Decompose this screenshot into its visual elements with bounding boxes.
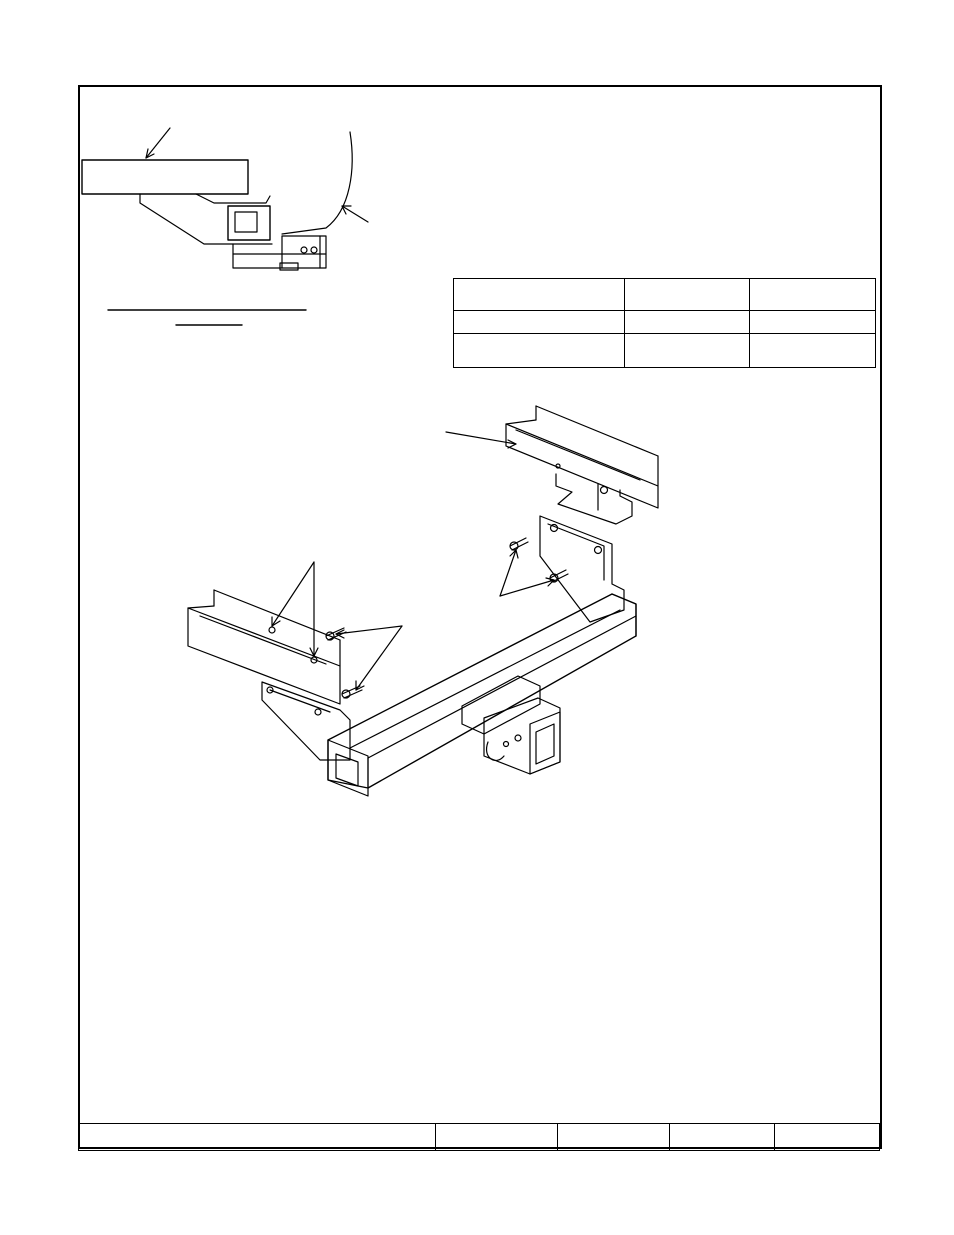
receiver-opening <box>536 724 554 764</box>
frame-rail-side <box>82 160 248 194</box>
table-cell <box>454 279 625 311</box>
table-cell <box>625 311 750 334</box>
table-cell <box>625 279 750 311</box>
bracket-profile <box>140 194 272 244</box>
table-row <box>454 311 876 334</box>
right-frame-rail <box>446 406 658 524</box>
bolts <box>326 538 568 698</box>
torque-spec-table <box>453 278 876 368</box>
table-cell <box>750 279 876 311</box>
title-block-cell <box>558 1124 670 1150</box>
hitch-assembly <box>262 516 636 796</box>
bracket-bolt-hole <box>595 547 602 554</box>
table-cell <box>625 334 750 368</box>
receiver-pin-hole <box>515 735 521 741</box>
cross-tube-top-edge <box>350 610 620 748</box>
bracket-bolt-hole <box>315 709 321 715</box>
table-row <box>454 334 876 368</box>
right-rail-hole <box>601 487 608 494</box>
safety-loop <box>280 263 298 270</box>
bolt-shaft <box>510 538 528 550</box>
arrowhead <box>272 617 280 626</box>
bolt-left-arrow <box>356 626 402 690</box>
left-frame-rail <box>188 590 340 704</box>
bracket-bolt-hole <box>551 525 558 532</box>
cross-tube-end-opening <box>336 754 358 786</box>
safety-chain-loop <box>487 742 504 760</box>
receiver-pin-hole <box>504 742 509 747</box>
table-cell <box>750 334 876 368</box>
cross-tube <box>328 594 636 788</box>
cross-tube-mid-edge <box>368 616 636 758</box>
left-rail-inner-line <box>200 616 326 664</box>
frame-bracket-arrowhead <box>508 440 516 448</box>
right-rail-inner-line <box>516 430 640 480</box>
receiver-end-inner <box>235 212 257 232</box>
frame-rail-arrow <box>146 128 170 158</box>
bracket-top <box>196 194 270 203</box>
table-row <box>454 279 876 311</box>
table-cell <box>454 334 625 368</box>
right-rail-flange <box>506 420 536 424</box>
bolt-right-arrow <box>500 580 554 596</box>
fascia-outline <box>282 132 352 234</box>
bolt-shaft <box>342 686 362 698</box>
left-bracket-inner <box>270 690 330 712</box>
callout-arrows <box>272 550 554 690</box>
receiver-opening-face <box>530 712 560 774</box>
title-block-cell <box>670 1124 775 1150</box>
table-cell <box>750 311 876 334</box>
left-rail-face <box>188 608 340 704</box>
receiver-tube <box>484 698 560 774</box>
title-block-cell <box>775 1124 878 1150</box>
right-rail-top-edge <box>536 406 658 456</box>
left-rail-flange <box>188 606 214 608</box>
bolt-right-arrow <box>500 550 516 596</box>
right-rail-face <box>506 424 658 508</box>
cross-tube-end <box>328 740 368 796</box>
detail-view <box>82 128 368 325</box>
title-block-cell <box>436 1124 558 1150</box>
left-mounting-bracket <box>262 682 350 760</box>
left-rail-hole <box>269 627 275 633</box>
table-cell <box>454 311 625 334</box>
pin-hole <box>311 247 317 253</box>
title-block <box>78 1123 880 1151</box>
title-block-cell <box>79 1124 436 1150</box>
pin-hole <box>301 247 307 253</box>
bolt-left-arrow <box>336 626 402 634</box>
hardware-left-arrow <box>272 562 314 626</box>
right-mounting-bracket <box>540 516 624 622</box>
left-rail-top-edge <box>214 590 340 640</box>
receiver-end-outer <box>228 206 270 240</box>
